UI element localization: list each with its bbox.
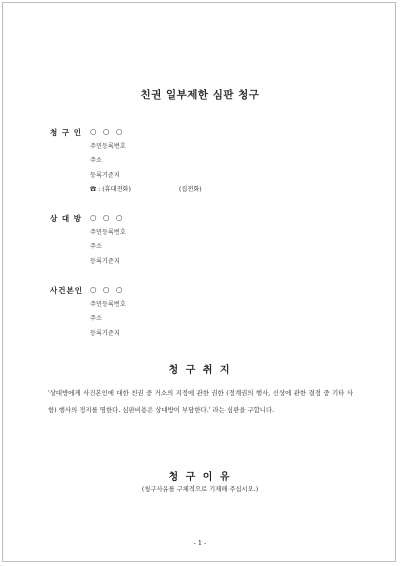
principal-id-number: 주민등록번호 [90, 300, 126, 308]
purpose-heading: 청 구 취 지 [168, 365, 232, 376]
principal-name: ○ ○ ○ [90, 285, 125, 294]
principal-address: 주소 [90, 315, 102, 322]
respondent-name: ○ ○ ○ [90, 213, 125, 222]
page-number: - 1 - [193, 539, 207, 547]
respondent-label: 상 대 방 [50, 214, 82, 223]
claimant-registered-domicile: 등록기준지 [90, 171, 120, 179]
claimant-id-number: 주민등록번호 [90, 142, 126, 150]
purpose-text: '상대방에게 사건본인에 대한 친권 중 거소의 지정에 관한 권한 (정계권의 행사, 신상에 관한 결정 중 기타 사항) 행사의 정지를 명한다. 심판비용은 상대방이 부담한다.' 라는 심판을 구합니다. [48, 389, 353, 414]
reason-note: (청구사유를 구체적으로 기재해 주십시오.) [141, 486, 259, 493]
claimant-name: ○ ○ ○ [90, 127, 125, 136]
claimant-phone-home: (집전화) [178, 186, 202, 193]
claimant-address: 주소 [90, 157, 102, 164]
claimant-phone-mobile: ☎ : (휴대전화) [90, 186, 131, 193]
respondent-id-number: 주민등록번호 [90, 228, 126, 236]
claimant-label: 청 구 인 [50, 128, 82, 137]
document-title: 친권 일부제한 심판 청구 [140, 89, 260, 101]
respondent-registered-domicile: 등록기준지 [90, 257, 120, 265]
respondent-address: 주소 [90, 243, 102, 250]
principal-registered-domicile: 등록기준지 [90, 329, 120, 337]
claimant-phone-row [90, 185, 202, 200]
principal-label: 사건본인 [50, 286, 83, 295]
reason-heading: 청 구 이 유 [168, 472, 232, 483]
